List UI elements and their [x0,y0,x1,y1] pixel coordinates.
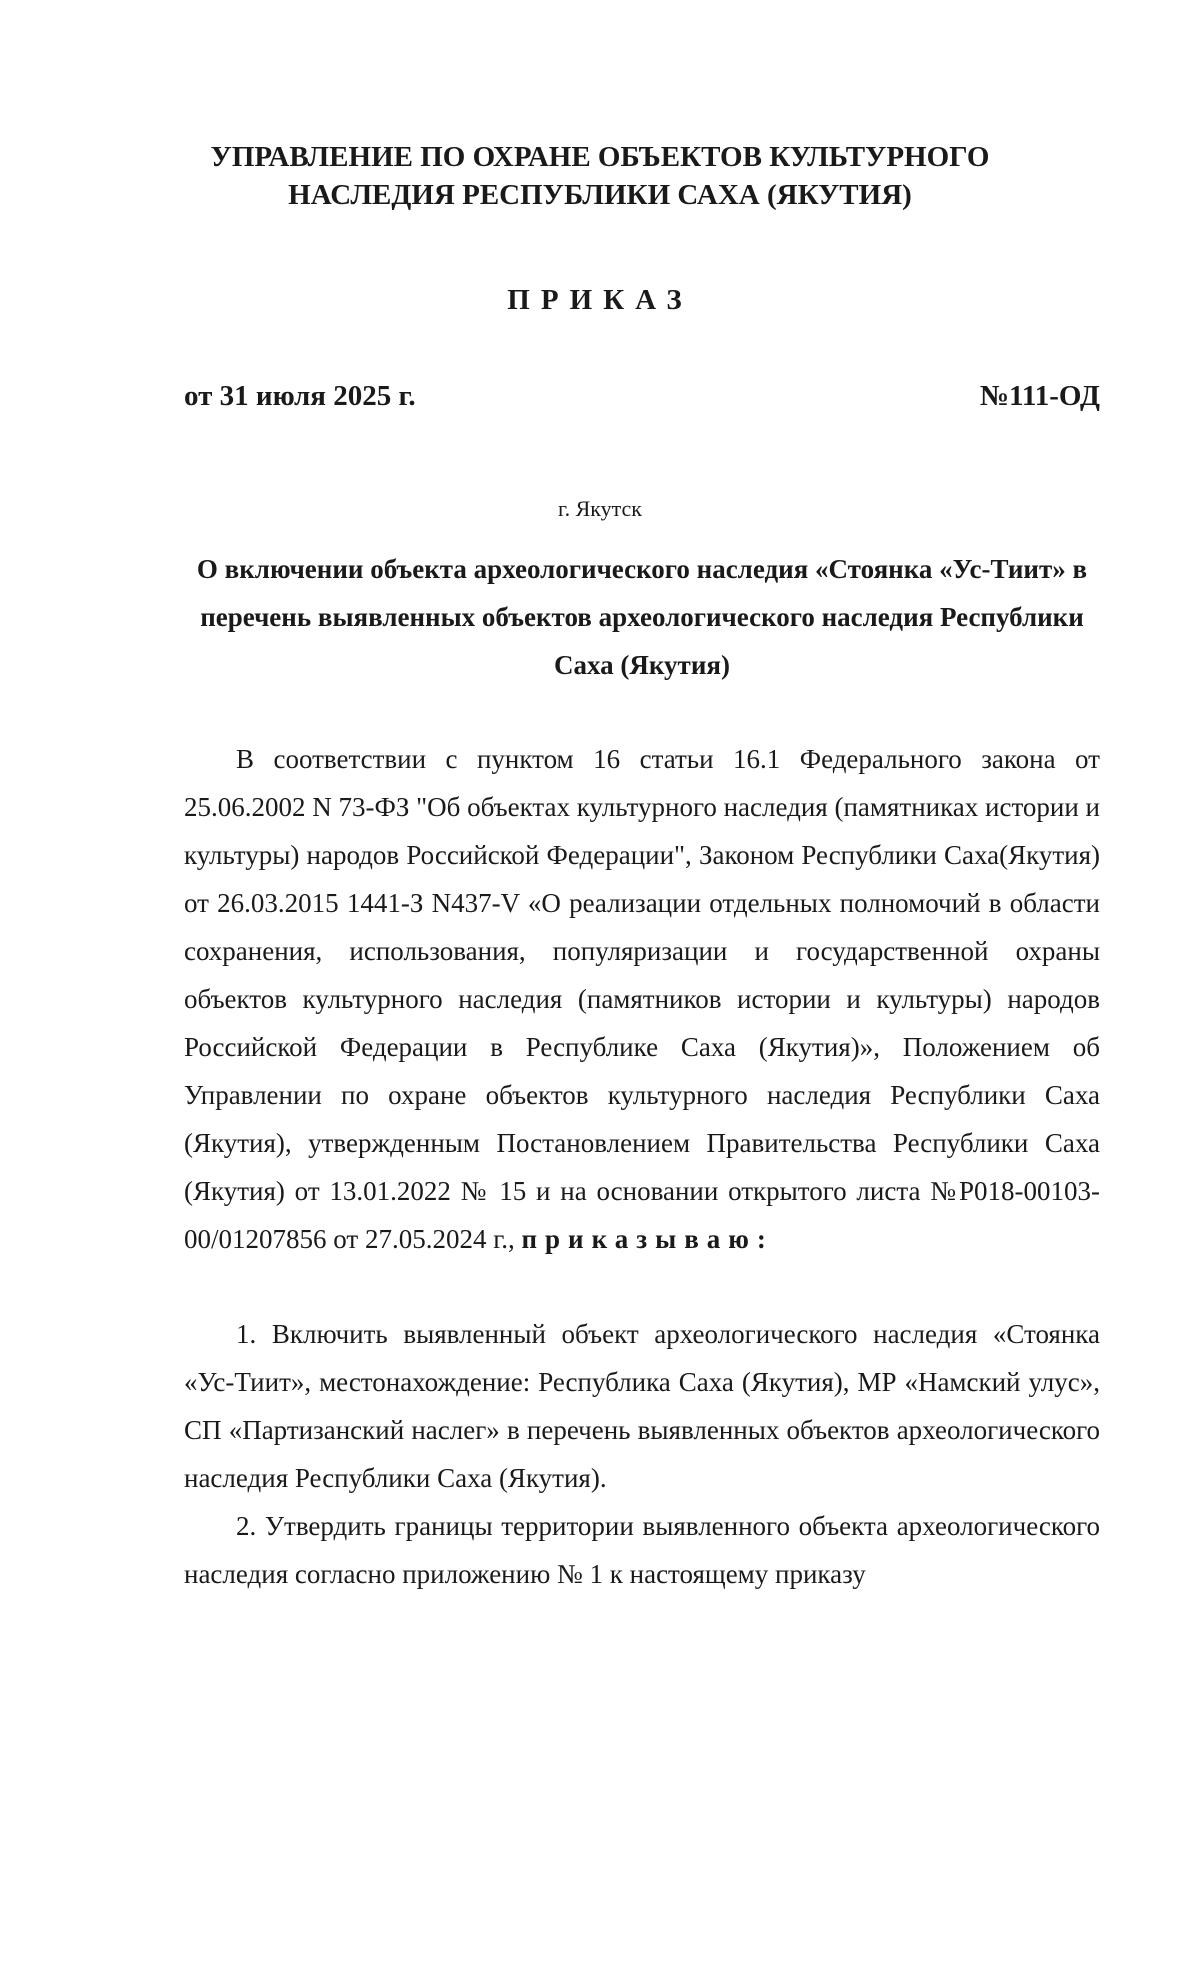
order-item-2: 2. Утвердить границы территории выявленного объекта археологического наследия согласно приложению № 1 к настоящему приказу [184,1511,1100,1589]
preamble-paragraph [184,735,1100,1263]
document-date: от 31 июля 2025 г. [184,380,416,412]
order-word: приказываю: [521,1224,774,1254]
organization-title-line1: УПРАВЛЕНИЕ ПО ОХРАНЕ ОБЪЕКТОВ КУЛЬТУРНОГО [210,141,990,173]
preamble-text: В соответствии с пунктом 16 статьи 16.1 Федерального закона от 25.06.2002 N 73-ФЗ "Об объектах культурного наследия (памятниках истории и культуры) народов Российской Федерации", Законом Республики Саха(Якутия) от 26.03.2015 1441-З N437-V «О реализации отдельных полномочий в области сохранения, использования, популяризации и государственной охраны объектов культурного наследия (памятников истории и культуры) народов Российской Федерации в Республике Саха (Якутия)», Положением об Управлении по охране объектов культурного наследия Республики Саха (Якутия), утвержденным Постановлением Правительства Республики Саха (Якутия) от 13.01.2022 № 15 и на основании открытого листа №Р018-00103-00/01207856 от 27.05.2024 г., [184,744,1101,1254]
document-type: ПРИКАЗ [507,284,693,316]
document-number: №111-ОД [979,380,1100,412]
order-item-1: 1. Включить выявленный объект археологического наследия «Стоянка «Ус-Тиит», местонахождение: Республика Саха (Якутия), МР «Намский улус», СП «Партизанский наслег» в перечень выявленных объектов археологического наследия Республики Саха (Якутия). [184,1319,1100,1493]
document-city: г. Якутск [558,496,642,521]
organization-title [180,138,1020,214]
organization-title-line2: НАСЛЕДИЯ РЕСПУБЛИКИ САХА (ЯКУТИЯ) [288,179,912,211]
document-subject: О включении объекта археологического наследия «Стоянка «Ус-Тиит» в перечень выявленных объектов археологического наследия Республики Саха (Якутия) [196,554,1088,680]
